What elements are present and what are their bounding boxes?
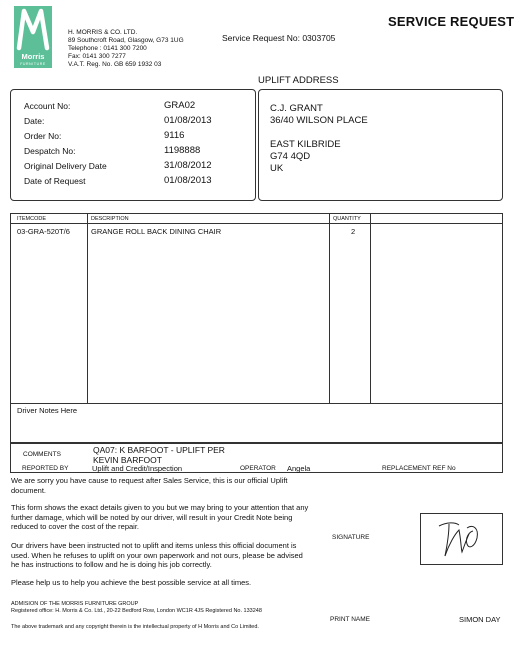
footer-division: ADMISION OF THE MORRIS FURNITURE GROUP [11, 601, 139, 607]
uplift-address-line: UK [270, 163, 284, 174]
footer-registered: Registered office: H. Morris & Co. Ltd., 20-22 Bedford Row, London WC1R 4JS Registered No. 133248 [11, 608, 262, 614]
description-header: DESCRIPTION [91, 216, 129, 222]
print-name-label: PRINT NAME [330, 616, 370, 623]
order-no-label: Order No: [24, 131, 62, 141]
replacement-ref-label: REPLACEMENT REF No [382, 465, 456, 472]
paragraph-drivers: Our drivers have been instructed not to uplift and items unless this official document is used. When he refuses to uplift on your own paperwork and not ours, please be advised he has instructions to follow and he is doing his job correctly. [11, 541, 303, 569]
despatch-no-value: 1198888 [164, 145, 201, 156]
logo-brand: Morris [21, 52, 45, 61]
date-of-request-label: Date of Request [24, 176, 86, 186]
column-divider [329, 214, 330, 403]
row-itemcode: 03-GRA-520T/6 [17, 227, 70, 236]
account-no-label: Account No: [24, 101, 71, 111]
notes-divider [11, 403, 502, 404]
row-description: GRANGE ROLL BACK DINING CHAIR [91, 227, 222, 236]
handwritten-signature-icon [421, 514, 502, 564]
comments-line-2: KEVIN BARFOOT [93, 455, 162, 465]
uplift-address-line: G74 4QD [270, 151, 311, 162]
comments-line-1: QA07: K BARFOOT - UPLIFT PER [93, 445, 225, 455]
morris-logo [14, 6, 52, 68]
account-no-value: GRA02 [164, 100, 196, 111]
date-value: 01/08/2013 [164, 115, 212, 126]
uplift-address-line: 36/40 WILSON PLACE [270, 115, 368, 126]
company-address: 89 Southcroft Road, Glasgow, G73 1UG [68, 37, 184, 44]
company-fax: Fax: 0141 300 7277 [68, 53, 126, 60]
despatch-no-label: Despatch No: [24, 146, 76, 156]
service-request-number: Service Request No: 0303705 [222, 33, 336, 43]
order-no-value: 9116 [164, 130, 185, 141]
comments-label: COMMENTS [23, 451, 61, 458]
operator-label: OPERATOR [240, 465, 276, 472]
company-name: H. MORRIS & CO. LTD. [68, 29, 138, 36]
m-monogram-icon [14, 6, 52, 52]
signature-label: SIGNATURE [332, 534, 370, 541]
driver-notes-label: Driver Notes Here [17, 406, 78, 415]
paragraph-apology: We are sorry you have cause to request after Sales Service, this is our official Uplift document. [11, 476, 288, 495]
page-title: SERVICE REQUEST [388, 14, 515, 29]
logo-tagline: FURNITURE [20, 62, 46, 66]
reported-by-value: Uplift and Credit/Inspection [92, 464, 183, 473]
itemcode-header: ITEMCODE [17, 216, 47, 222]
uplift-address-line: EAST KILBRIDE [270, 139, 341, 150]
date-label: Date: [24, 116, 45, 126]
paragraph-help: Please help us to help you achieve the best possible service at all times. [11, 578, 252, 587]
operator-value: Angela [287, 464, 311, 473]
column-divider [87, 214, 88, 403]
company-details [68, 29, 184, 69]
uplift-address-line: C.J. GRANT [270, 103, 323, 114]
footer-trademark: The above trademark and any copyright therein is the intellectual property of H Morris and Co Limited. [11, 624, 259, 630]
paragraph-damage: This form shows the exact details given to you but we may bring to your attention that any further damage, which will be noted by our driver, will result in your Credit Note being reduced to cover the cost of the repair. [11, 503, 309, 531]
company-vat: V.A.T. Reg. No. GB 659 1932 03 [68, 61, 162, 68]
company-telephone: Telephone : 0141 300 7200 [68, 45, 147, 52]
print-name-value: SIMON DAY [459, 615, 501, 624]
uplift-address-heading: UPLIFT ADDRESS [258, 75, 339, 86]
quantity-header: QUANTITY [333, 216, 361, 222]
original-delivery-date-label: Original Delivery Date [24, 161, 107, 171]
header-divider [11, 223, 502, 224]
row-quantity: 2 [351, 227, 356, 236]
reported-by-label: REPORTED BY [22, 465, 69, 472]
column-divider [370, 214, 371, 403]
original-delivery-date-value: 31/08/2012 [164, 160, 212, 171]
signature-box [420, 513, 503, 565]
items-table [10, 213, 503, 443]
date-of-request-value: 01/08/2013 [164, 175, 212, 186]
